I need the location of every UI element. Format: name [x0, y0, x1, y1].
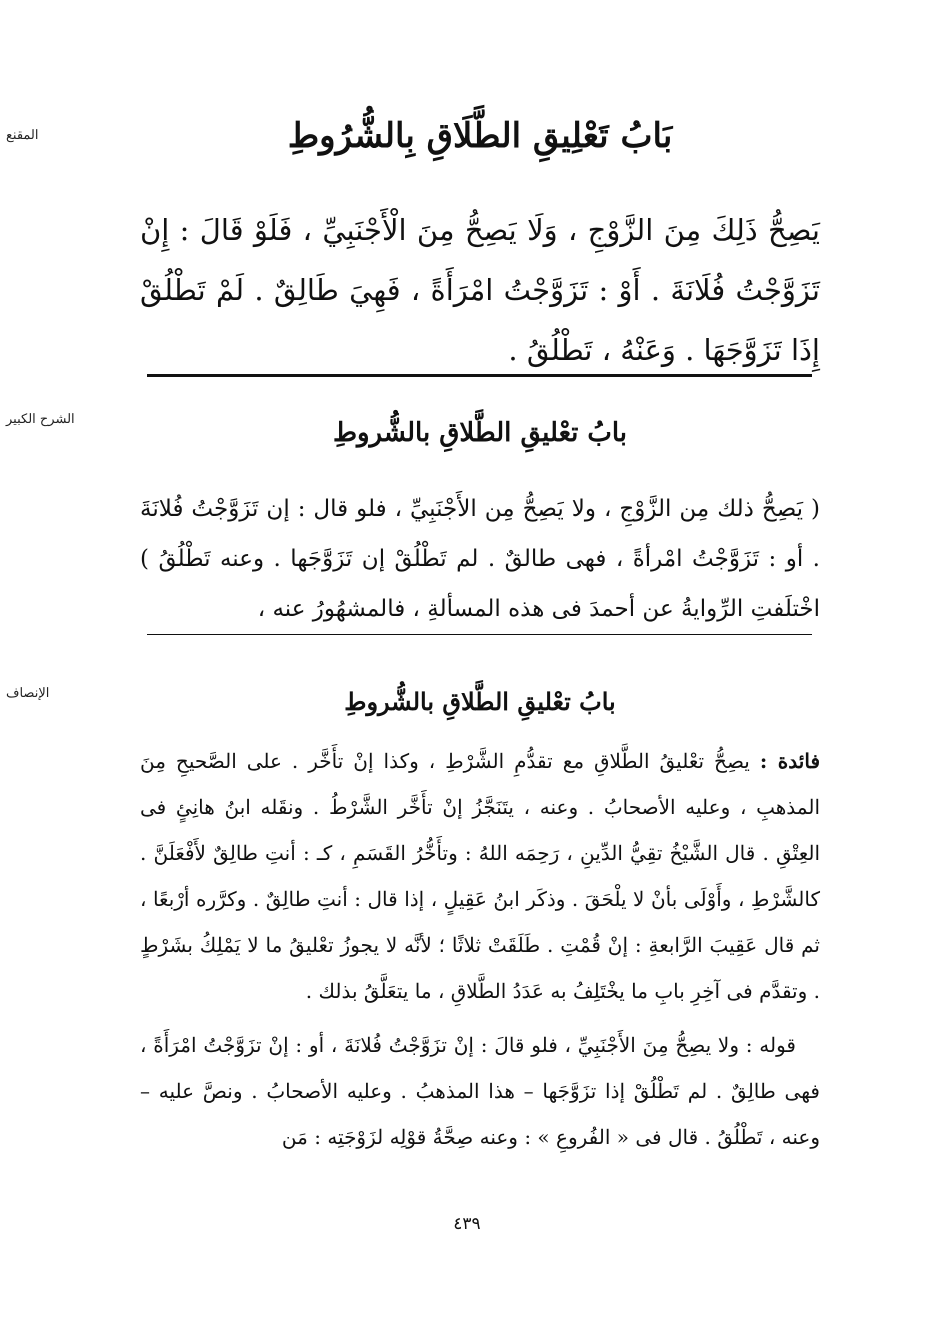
source-label-muqni: المقنع: [6, 128, 39, 143]
sharh-paragraph: ( يَصِحُّ ذلك مِن الزَّوْجِ ، ولا يَصِحُّ مِن الأَجْنَبِيِّ ، فلو قال : إن تَزَوَّجْتُ فُلانَةَ . أو : تَزَوَّجْتُ امْرأةً ، فهى طالقٌ . لم تَطْلُقْ إن تَزَوَّجَها . وعنه تَطْلُقُ ) اخْتلَفتِ الرِّوايةُ عن أحمدَ فى هذه المسألةِ ، فالمشهُورُ عنه ،: [140, 496, 820, 622]
fawaid-text: يصِحُّ تعْليقُ الطَّلاقِ مع تقدُّمِ الشَّرْطِ ، وكذا إنْ تأَخَّر . على الصَّحيحِ مِنَ المذهبِ ، وعليه الأصحابُ . وعنه ، يتَنَجَّزُ إنْ تأَخَّر الشَّرْطُ . ونقَله ابنُ هانِئٍ فى العِتْقِ . قال الشَّيْخُ تقِيُّ الدِّينِ ، رَحِمَه اللهُ : وتأَخُّرُ القَسَمِ ، كـ : أنتِ طالِقٌ لأَفْعَلَنَّ . كالشَّرْطِ ، وأَوْلَى بأنْ لا يلْحَقَ . وذكَر ابنُ عَقِيلٍ ، إذا قال : أنتِ طالِقٌ . وكرَّره أرْبعًا ، ثم قال عَقِيبَ الرَّابعةِ : إنْ قُمْتِ . طَلَقَتْ ثلاثًا ؛ لأنَّه لا يجوزُ تعْليقُ ما لا يَمْلِكُ بشَرْطٍ . وتقدَّم فى آخِرِ بابِ ما يخْتَلِفُ به عَدَدُ الطَّلاقِ ، ما يتعَلَّقُ بذلك .: [140, 749, 820, 1003]
section-title: بابُ تعْليقِ الطَّلاقِ بالشُّروطِ: [344, 687, 616, 716]
matn-paragraph: يَصِحُّ ذَلِكَ مِنَ الزَّوْجِ ، وَلَا يَصِحُّ مِنَ الْأَجْنَبِيِّ ، فَلَوْ قَالَ : إِنْ تَزَوَّجْتُ فُلَانَةَ . أَوْ : تَزَوَّجْتُ امْرَأَةً ، فَهِيَ طَالِقٌ . لَمْ تَطْلُقْ إِذَا تَزَوَّجَهَا . وَعَنْهُ ، تَطْلُقُ .: [140, 213, 820, 367]
source-label-insaf: الإنصاف: [6, 686, 50, 701]
section-muqni: [140, 108, 820, 380]
fawaid-label: فائدة :: [759, 749, 821, 773]
section-insaf: [140, 680, 820, 1160]
page-number: ٤٣٩: [453, 1214, 481, 1234]
source-label-sharh: الشرح الكبير: [6, 412, 75, 427]
insaf-paragraph-2: قوله : ولا يصِحُّ مِنَ الأَجْنَبِيِّ ، فلو قالَ : إنْ تزَوَّجْتُ فُلانَةَ ، أو : إنْ تزَوَّجْتُ امْرَأَةً ، فهى طالِقٌ . لم تَطْلُقْ إذا تزَوَّجَها – هذا المذهبُ . وعليه الأصحابُ . ونصَّ عليه – وعنه ، تَطْلُقُ . قال فى « الفُروعِ » : وعنه صِحَّةُ قوْلِه لزَوْجَتِه : مَن: [140, 1033, 820, 1149]
section-divider: [147, 634, 812, 635]
section-sharh: [140, 410, 820, 634]
section-divider: [147, 374, 812, 377]
insaf-paragraph-1: [140, 738, 820, 1014]
section-title: بَابُ تَعْلِيقِ الطَّلَاقِ بِالشُّرُوطِ: [287, 116, 673, 156]
section-title: بابُ تعْليقِ الطَّلاقِ بالشُّروطِ: [332, 418, 628, 448]
